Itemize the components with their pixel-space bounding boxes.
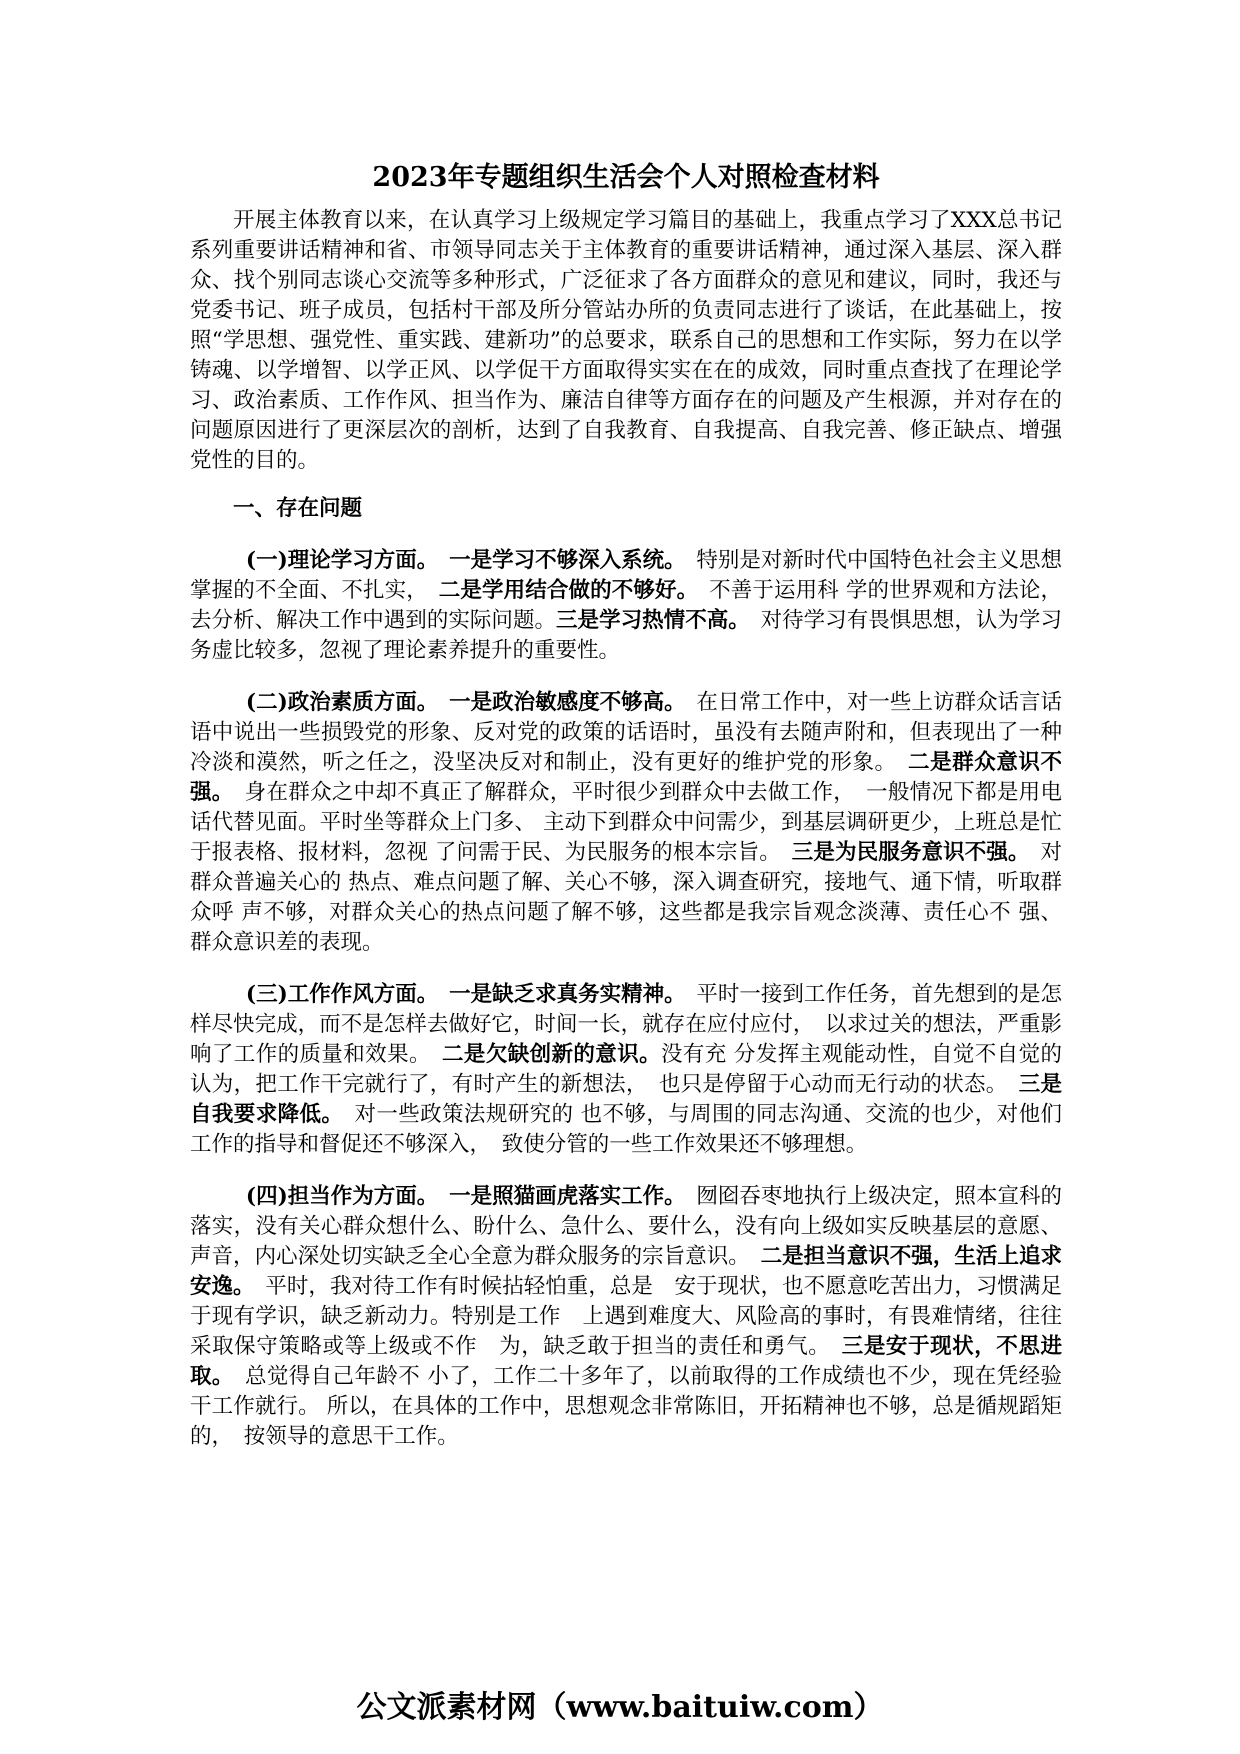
point-heading: 二是群众意识不强。 bbox=[190, 750, 1062, 805]
point-heading: 一是学习不够深入系统。 bbox=[449, 548, 675, 573]
point-body: 没有充 分发挥主观能动性，自觉不自觉的认为，把工作干完就行了，有时产生的新想法， 也只是停留于心动而无行动的状态。 bbox=[190, 1042, 1062, 1097]
point-body: 不善于运用科 学的世界观和方法论，去分析、解决工作中遇到的实际问题。 bbox=[190, 578, 1062, 633]
section-title: (一)理论学习方面。 bbox=[245, 548, 428, 573]
point-body: 对一些政策法规研究的 也不够，与周围的同志沟通、交流的也少，对他们工作的指导和督促还不够深入， 致使分管的一些工作效果还不够理想。 bbox=[190, 1102, 1062, 1157]
page-title: 2023年专题组织生活会个人对照检查材料 bbox=[372, 162, 880, 193]
point-heading: 三是安于现状，不思进取。 bbox=[190, 1334, 1062, 1389]
point-heading: 三是自我要求降低。 bbox=[190, 1072, 1062, 1127]
point-body: 身在群众之中却不真正了解群众，平时很少到群众中去做工作， 一般情况下都是用电话代替见面。平时坐等群众上门多、 主动下到群众中问需少，到基层调研更少，上班总是忙于报表格、报材料，忽视 了问需于民、为民服务的根本宗旨。 bbox=[190, 780, 1062, 865]
section-heading-problems: 一、存在问题 bbox=[233, 496, 363, 521]
point-body: 特别是对新时代中国特色社会主义思想掌握的不全面、不扎实， bbox=[190, 548, 1062, 603]
section-title: (二)政治素质方面。 bbox=[245, 690, 428, 715]
point-body: 对待学习有畏惧思想，认为学习务虚比较多，忽视了理论素养提升的重要性。 bbox=[190, 608, 1062, 663]
point-body: 平时一接到工作任务，首先想到的是怎样尽快完成，而不是怎样去做好它，时间一长，就存在应付应付， 以求过关的想法，严重影响了工作的质量和效果。 bbox=[190, 982, 1062, 1067]
point-heading: 一是缺乏求真务实精神。 bbox=[449, 982, 675, 1007]
footer-watermark: 公文派素材网（www.baituiw.com） bbox=[356, 1690, 884, 1725]
section-theory-study bbox=[190, 546, 1062, 666]
point-heading: 三是学习热情不高。 bbox=[556, 608, 740, 633]
section-work-style bbox=[190, 980, 1062, 1160]
point-body: 囫囵吞枣地执行上级决定，照本宣科的落实，没有关心群众想什么、盼什么、急什么、要什么，没有向上级如实反映基层的意愿、声音，内心深处切实缺乏全心全意为群众服务的宗旨意识。 bbox=[190, 1184, 1062, 1269]
point-body: 总觉得自己年龄不 小了，工作二十多年了，以前取得的工作成绩也不少，现在凭经验干工作就行。 所以，在具体的工作中，思想观念非常陈旧，开拓精神也不够，总是循规蹈矩的， 按领导的意思干工作。 bbox=[190, 1364, 1062, 1449]
point-heading: 二是欠缺创新的意识。 bbox=[442, 1042, 661, 1067]
point-body: 平时，我对待工作有时候拈轻怕重，总是 安于现状，也不愿意吃苦出力，习惯满足于现有学识，缺乏新动力。特别是工作 上遇到难度大、风险高的事时，有畏难情绪，往往采取保守策略或等上级或不作 为，缺乏敢于担当的责任和勇气。 bbox=[190, 1274, 1062, 1359]
section-responsibility bbox=[190, 1182, 1062, 1452]
point-body: 对群众普遍关心的 热点、难点问题了解、关心不够，深入调查研究，接地气、通下情，听取群众呼 声不够，对群众关心的热点问题了解不够，这些都是我宗旨观念淡薄、责任心不 强、群众意识差的表现。 bbox=[190, 840, 1062, 955]
document-page bbox=[190, 158, 1062, 1474]
point-body: 在日常工作中，对一些上访群众话言话语中说出一些损毁党的形象、反对党的政策的话语时，虽没有去随声附和，但表现出了一种冷淡和漠然，听之任之，没坚决反对和制止，没有更好的维护党的形象。 bbox=[190, 690, 1062, 775]
point-heading: 二是学用结合做的不够好。 bbox=[438, 578, 688, 603]
point-heading: 二是担当意识不强，生活上追求安逸。 bbox=[190, 1244, 1062, 1299]
section-political-quality bbox=[190, 688, 1062, 958]
section-title: (三)工作作风方面。 bbox=[245, 982, 428, 1007]
point-heading: 一是照猫画虎落实工作。 bbox=[449, 1184, 675, 1209]
point-heading: 三是为民服务意识不强。 bbox=[791, 840, 1019, 865]
section-title: (四)担当作为方面。 bbox=[245, 1184, 428, 1209]
intro-paragraph: 开展主体教育以来，在认真学习上级规定学习篇目的基础上，我重点学习了XXX总书记系列重要讲话精神和省、市领导同志关于主体教育的重要讲话精神，通过深入基层、深入群众、找个别同志谈心交流等多种形式，广泛征求了各方面群众的意见和建议，同时，我还与党委书记、班子成员，包括村干部及所分管站办所的负责同志进行了谈话，在此基础上，按照“学思想、强党性、重实践、建新功”的总要求，联系自己的思想和工作实际，努力在以学铸魂、以学增智、以学正风、以学促干方面取得实实在在的成效，同时重点查找了在理论学习、政治素质、工作作风、担当作为、廉洁自律等方面存在的问题及产生根源，并对存在的问题原因进行了更深层次的剖析，达到了自我教育、自我提高、自我完善、修正缺点、增强党性的目的。 bbox=[190, 208, 1062, 473]
point-heading: 一是政治敏感度不够高。 bbox=[449, 690, 675, 715]
